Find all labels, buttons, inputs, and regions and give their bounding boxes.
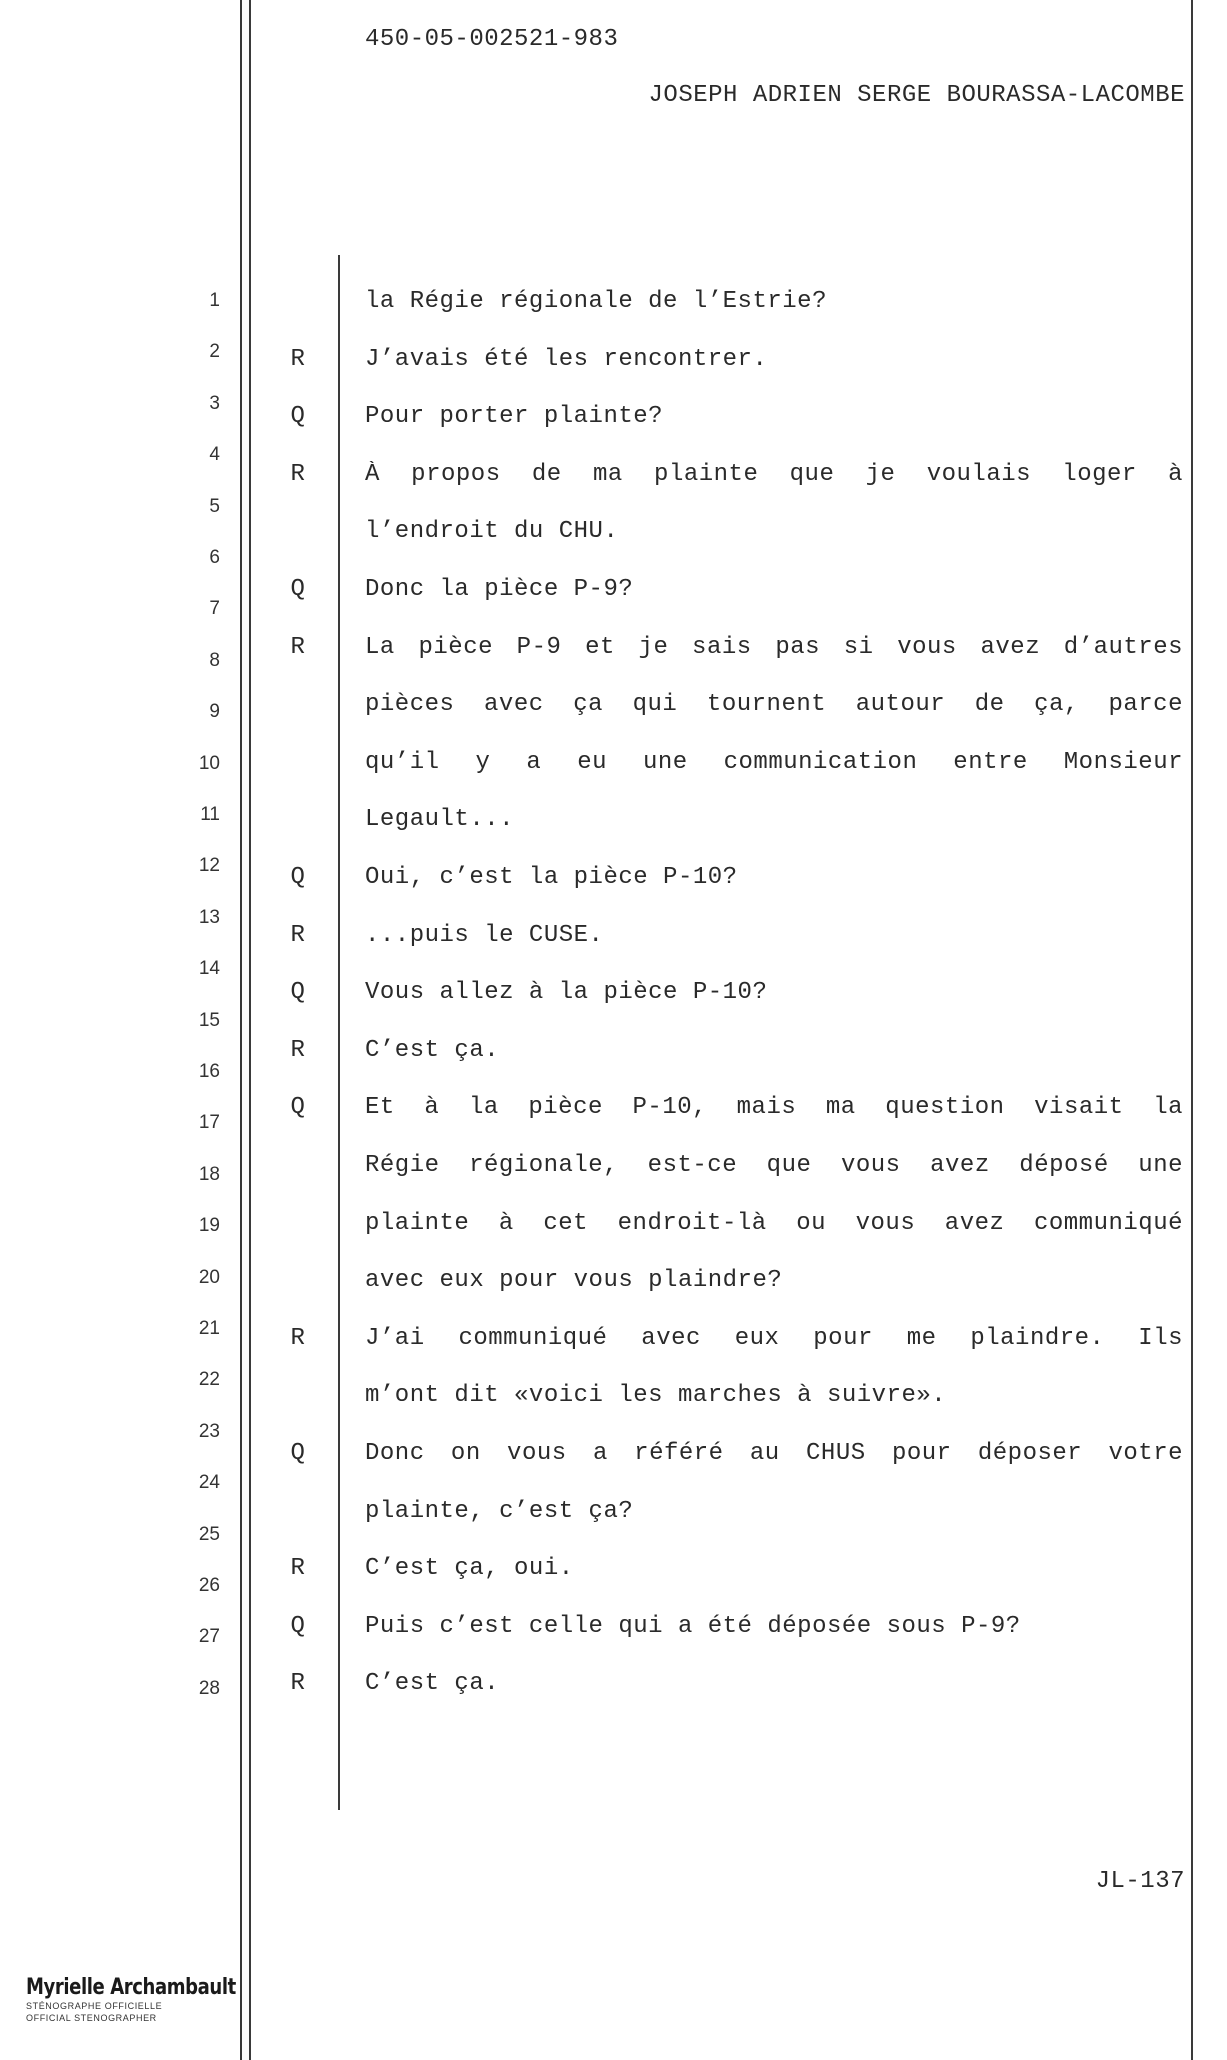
line-number: 25 [198, 1523, 220, 1545]
transcript-line: Donc on vous a référé au CHUS pour déposer votre [365, 1440, 1183, 1467]
speaker-marker: R [290, 345, 306, 373]
line-number: 18 [198, 1163, 220, 1185]
line-number: 24 [198, 1472, 220, 1494]
speaker-marker: Q [290, 576, 306, 603]
speaker-marker: Q [290, 403, 306, 431]
transcript-line: C’est ça. [365, 1036, 500, 1064]
speaker-marker: R [290, 1324, 306, 1352]
transcript-line: Vous allez à la pièce P-10? [365, 979, 768, 1007]
line-number: 5 [209, 495, 220, 517]
transcript-line: Régie régionale, est-ce que vous avez déposé une [365, 1152, 1183, 1179]
line-number: 22 [198, 1369, 220, 1391]
line-number: 4 [209, 444, 220, 466]
line-number: 14 [198, 958, 220, 980]
transcript-line: Et à la pièce P-10, mais ma question visait la [365, 1094, 1183, 1122]
transcript-line: Pour porter plainte? [365, 403, 664, 431]
speaker-marker: Q [290, 1612, 306, 1640]
transcript-line: C’est ça, oui. [365, 1555, 574, 1583]
transcript-line: J’avais été les rencontrer. [365, 345, 768, 373]
speaker-marker: R [290, 1670, 306, 1698]
line-number: 3 [209, 392, 220, 414]
line-number: 21 [198, 1318, 220, 1339]
transcript-line: ...puis le CUSE. [365, 921, 604, 949]
page-id: JL-137 [1095, 1868, 1185, 1895]
stenographer-name: Myrielle Archambault [26, 1975, 236, 2000]
stenographer-title-fr: STÉNOGRAPHE OFFICIELLE [26, 2001, 163, 2011]
line-number: 17 [198, 1112, 220, 1134]
speaker-marker: R [290, 460, 306, 488]
transcript-line: Oui, c’est la pièce P-10? [365, 864, 738, 891]
speaker-column-rule [338, 255, 340, 1810]
line-number: 19 [198, 1215, 220, 1237]
transcript-line: À propos de ma plainte que je voulais loger à [365, 460, 1183, 488]
speaker-marker: Q [290, 1440, 306, 1467]
transcript-line: Legault... [365, 806, 515, 834]
speaker-marker: R [290, 1555, 306, 1583]
line-number: 2 [209, 341, 220, 363]
transcript-line: Donc la pièce P-9? [365, 576, 634, 603]
line-number: 28 [198, 1677, 220, 1699]
line-number: 27 [198, 1626, 220, 1648]
line-number: 23 [198, 1420, 220, 1442]
line-number: 13 [198, 906, 220, 928]
speaker-marker: R [290, 1036, 306, 1064]
line-number: 26 [198, 1575, 220, 1596]
transcript-line: plainte à cet endroit-là ou vous avez communiqué [365, 1209, 1183, 1237]
transcript-line: plainte, c’est ça? [365, 1497, 634, 1525]
line-number: 10 [198, 752, 220, 774]
transcript-line: avec eux pour vous plaindre? [365, 1267, 783, 1295]
transcript-line: l’endroit du CHU. [365, 518, 619, 546]
stenographer-title-en: OFFICIAL STENOGRAPHER [26, 2013, 157, 2023]
line-number: 8 [209, 649, 220, 671]
witness-name: JOSEPH ADRIEN SERGE BOURASSA-LACOMBE [648, 82, 1185, 109]
transcript-line: J’ai communiqué avec eux pour me plaindre. Ils [365, 1324, 1183, 1352]
left-margin-rule-outer [240, 0, 242, 2060]
line-number: 15 [198, 1009, 220, 1031]
transcript-line: pièces avec ça qui tournent autour de ça, parce [365, 691, 1183, 719]
line-number: 9 [209, 701, 220, 723]
transcript-line: C’est ça. [365, 1670, 500, 1698]
line-number: 12 [198, 855, 220, 877]
line-number: 1 [209, 290, 220, 311]
speaker-marker: Q [290, 864, 306, 891]
speaker-marker: R [290, 921, 306, 949]
transcript-line: m’ont dit «voici les marches à suivre». [365, 1382, 947, 1410]
line-number: 16 [198, 1061, 220, 1082]
speaker-marker: R [290, 633, 306, 661]
line-number: 7 [209, 598, 220, 620]
transcript-line: Puis c’est celle qui a été déposée sous P-9? [365, 1612, 1021, 1640]
stenographer-logo [26, 1975, 236, 2024]
case-number: 450-05-002521-983 [365, 26, 619, 53]
line-number: 20 [198, 1266, 220, 1288]
speaker-marker: Q [290, 979, 306, 1007]
transcript-line: La pièce P-9 et je sais pas si vous avez d’autres [365, 633, 1183, 661]
line-number: 6 [209, 547, 220, 568]
transcript-line: qu’il y a eu une communication entre Monsieur [365, 748, 1183, 776]
left-margin-rule-inner [249, 0, 251, 2060]
right-margin-rule [1191, 0, 1193, 2060]
speaker-marker: Q [290, 1094, 306, 1122]
line-number: 11 [200, 804, 220, 825]
transcript-line: la Régie régionale de l’Estrie? [365, 288, 827, 315]
